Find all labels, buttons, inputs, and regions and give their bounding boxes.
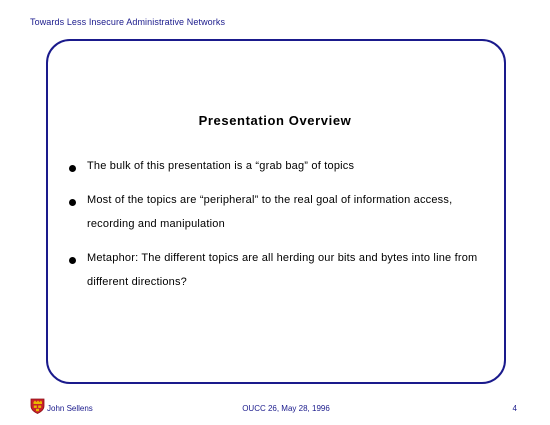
bullet-item bbox=[69, 251, 499, 294]
bullet-dot-icon bbox=[69, 257, 76, 264]
bullet-dot-icon bbox=[69, 199, 76, 206]
footer-page-number: 4 bbox=[512, 404, 517, 413]
footer bbox=[0, 398, 550, 418]
bullet-dot-icon bbox=[69, 165, 76, 172]
footer-event: OUCC 26, May 28, 1996 bbox=[242, 404, 330, 413]
bullet-item bbox=[69, 193, 499, 236]
bullet-item bbox=[69, 159, 499, 178]
slide-title: Presentation Overview bbox=[198, 113, 352, 128]
bullet-text: Most of the topics are “peripheral” to the real goal of information access, recording and manipulation bbox=[87, 194, 453, 230]
footer-author: John Sellens bbox=[47, 404, 93, 413]
bullet-list bbox=[69, 159, 499, 309]
header-title: Towards Less Insecure Administrative Networks bbox=[30, 17, 226, 27]
bullet-text: Metaphor: The different topics are all herding our bits and bytes into line from different directions? bbox=[87, 252, 478, 288]
bullet-text: The bulk of this presentation is a “grab bag” of topics bbox=[87, 160, 355, 172]
